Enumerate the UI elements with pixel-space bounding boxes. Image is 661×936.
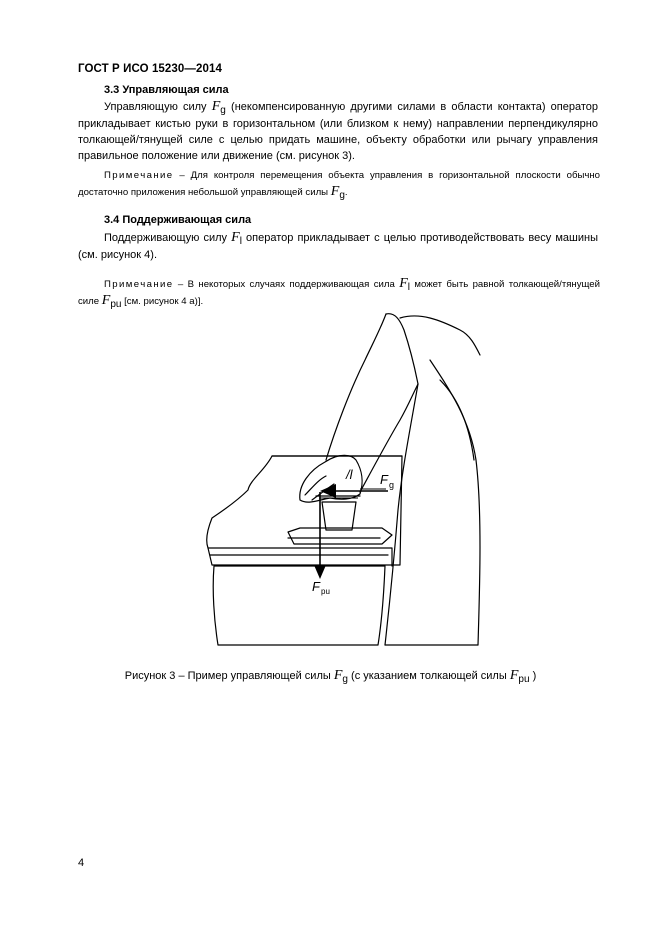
symbol-sub: pu [518, 674, 530, 685]
section-3-3-title: 3.3 Управляющая сила [104, 84, 229, 96]
symbol-sub: g [220, 105, 226, 116]
figure-caption [0, 668, 661, 684]
paragraph-text-start: Управляющую силу [104, 101, 207, 113]
table-front [213, 566, 385, 645]
label-fpu-f: F [312, 579, 320, 594]
note-text: – Для контроля перемещения объекта управления в горизонтальной плоскости обычно достаточно приложения небольшой управляющей силы [78, 170, 600, 198]
paragraph-text-rest: оператор прикладывает с целью противодействовать весу машины (см. рисунок 4). [78, 232, 598, 261]
document-header: ГОСТ Р ИСО 15230—2014 [78, 63, 223, 75]
tool-handle [322, 502, 356, 530]
symbol-f: F [101, 293, 111, 308]
operator-forearm-right [360, 384, 418, 492]
label-fg-f: F [380, 472, 388, 487]
symbol-sub: l [239, 236, 242, 247]
symbol-f: F [330, 184, 340, 199]
operator-forearm-left [326, 314, 386, 460]
note-end: [см. рисунок 4 а)]. [124, 296, 204, 307]
note-text-mid: может быть равной толкающей/тянущей силе [78, 279, 600, 307]
label-fpu-sub: pu [321, 587, 330, 596]
symbol-f: F [333, 668, 343, 683]
note-end: . [344, 187, 348, 198]
background-box [207, 456, 402, 565]
operator-upper-arm [386, 314, 418, 384]
symbol-f: F [399, 276, 408, 291]
caption-mid: (с указанием толкающей силы [351, 670, 507, 682]
caption-end: ) [532, 670, 537, 682]
label-l: /l [346, 467, 353, 482]
page-number: 4 [78, 857, 85, 869]
symbol-sub: pu [110, 299, 122, 310]
symbol-f: F [211, 99, 221, 114]
caption-start: Рисунок 3 – Пример управляющей силы [124, 670, 331, 682]
symbol-f: F [509, 668, 519, 683]
symbol-f: F [231, 230, 240, 245]
symbol-f-g [334, 668, 348, 683]
paragraph-text-rest: (некомпенсированную другими силами в области контакта) оператор прикладывает кистью руки в горизонтальном (или близком к нему) направлении перпендикулярно толкающей/тянущей силе с целью придать машине, объекту обработки или рычагу управления правильное положение или движение (см. рисунок 3). [78, 101, 599, 162]
note-label: Примечание [104, 170, 174, 181]
operator-body-fold [440, 380, 474, 460]
symbol-sub: g [342, 674, 348, 685]
note-text: – В некоторых случаях поддерживающая сила [177, 279, 395, 290]
note-label: Примечание [104, 279, 174, 290]
label-fg-sub: g [389, 480, 395, 490]
paragraph-text-start: Поддерживающую силу [104, 232, 228, 244]
symbol-f-pu [510, 668, 530, 683]
table-top [208, 548, 392, 566]
symbol-sub: l [407, 282, 410, 293]
section-3-4-title: 3.4 Поддерживающая сила [104, 214, 252, 226]
symbol-sub: g [339, 190, 345, 201]
operator-body-right [430, 360, 480, 645]
f-pu-arrowhead [314, 565, 326, 579]
operator-shoulder [400, 316, 480, 355]
